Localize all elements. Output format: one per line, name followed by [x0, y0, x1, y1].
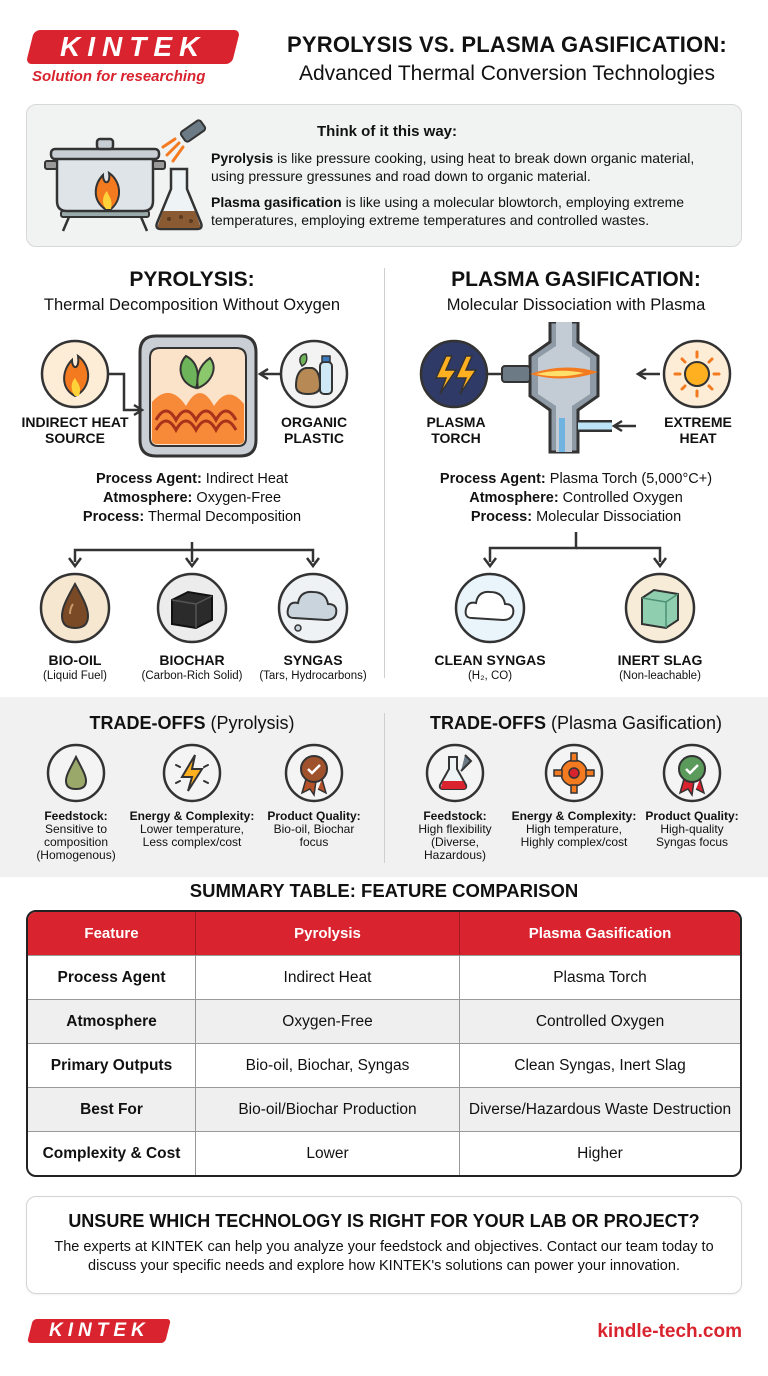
tradeoff-desc: High flexibility (Diverse, Hazardous) — [418, 822, 492, 862]
table-cell: Complexity & Cost — [28, 1131, 196, 1175]
tradeoff-desc: High temperature, Highly complex/cost — [520, 822, 628, 849]
organic-plastic-icon — [281, 341, 347, 407]
table-cell: Bio-oil/Biochar Production — [196, 1087, 460, 1131]
tradeoff-name: Energy & Complexity: — [129, 809, 255, 823]
tradeoff-desc: Lower temperature, Less complex/cost — [139, 822, 245, 849]
output-name: BIOCHAR — [159, 652, 225, 668]
flask-icon — [425, 743, 485, 803]
table-cell: Higher — [460, 1131, 740, 1175]
analogy-pyrolysis-term: Pyrolysis — [211, 150, 274, 166]
page-title — [262, 32, 752, 86]
table-cell: Bio-oil, Biochar, Syngas — [196, 1043, 460, 1087]
inert-slag-icon — [626, 574, 694, 642]
gear-icon — [544, 743, 604, 803]
output-item — [430, 652, 550, 682]
website-link[interactable]: kindle-tech.com — [597, 1321, 742, 1342]
table-header: Pyrolysis — [196, 912, 460, 955]
table-cell: Indirect Heat — [196, 955, 460, 999]
output-name: INERT SLAG — [617, 652, 703, 668]
tradeoffs-label: TRADE-OFFS — [89, 713, 206, 733]
clean-syngas-cloud-icon — [456, 574, 524, 642]
pyrolysis-input-left: INDIRECT HEAT SOURCE — [21, 414, 129, 446]
cta-body: The experts at KINTEK can help you analyze your feedstock and objectives. Contact our team today to discuss your specific needs and explore how KINTEK's solutions can power your innovation. — [54, 1239, 714, 1274]
output-item — [132, 652, 252, 682]
table-row — [28, 999, 740, 1043]
analogy-plasma-term: Plasma gasification — [211, 194, 342, 210]
kintek-logo — [30, 30, 236, 85]
prop-value: Thermal Decomposition — [144, 509, 302, 525]
tradeoff-item — [250, 809, 378, 849]
tradeoff-desc: Sensitive to composition (Homogenous) — [36, 822, 116, 862]
output-item — [15, 652, 135, 682]
table-cell: Process Agent — [28, 955, 196, 999]
plasma-subtitle: Molecular Dissociation with Plasma — [446, 296, 706, 314]
table-cell: Diverse/Hazardous Waste Destruction — [460, 1087, 740, 1131]
tradeoff-desc: High-quality Syngas focus — [655, 822, 729, 849]
analogy-plasma-text: is like using a molecular blowtorch, employing extreme temperatures, employing extreme temperatures and controlled wastes. — [211, 194, 685, 228]
table-cell: Primary Outputs — [28, 1043, 196, 1087]
band-divider — [384, 713, 385, 863]
tradeoff-item — [510, 809, 638, 849]
tradeoff-item — [628, 809, 756, 849]
plasma-column — [384, 262, 768, 692]
output-item — [253, 652, 373, 682]
output-desc: (Carbon-Rich Solid) — [141, 670, 243, 682]
logo-tagline: Solution for researching — [32, 68, 206, 85]
table-row — [28, 955, 740, 999]
table-cell: Best For — [28, 1087, 196, 1131]
output-desc: (Non-leachable) — [619, 670, 701, 682]
prop-value: Plasma Torch (5,000°C+) — [545, 471, 713, 487]
title-line2: Advanced Thermal Conversion Technologies — [299, 62, 715, 85]
energy-bolt-icon — [162, 743, 222, 803]
prop-label: Process: — [470, 509, 533, 525]
sun-icon — [664, 341, 730, 407]
prop-value: Controlled Oxygen — [558, 490, 683, 506]
pyrolysis-input-right: ORGANIC PLASTIC — [280, 414, 348, 446]
pyrolysis-column — [0, 262, 384, 692]
prop-value: Indirect Heat — [201, 471, 289, 487]
output-desc: (Tars, Hydrocarbons) — [259, 670, 367, 682]
footer-logo-text: KINTEK — [48, 1320, 150, 1341]
table-header: Feature — [28, 912, 196, 955]
plasma-properties — [384, 470, 768, 527]
pressure-cooker-flask-icon — [41, 119, 211, 237]
bio-oil-icon — [41, 574, 109, 642]
prop-label: Atmosphere: — [469, 490, 559, 506]
output-desc: (H₂, CO) — [467, 670, 513, 682]
pyrolysis-subtitle: Thermal Decomposition Without Oxygen — [43, 296, 341, 314]
lightning-icon — [421, 341, 487, 407]
tradeoff-name: Feedstock: — [44, 809, 108, 823]
tradeoff-name: Product Quality: — [267, 809, 361, 823]
table-row — [28, 1043, 740, 1087]
plasma-input-left: PLASMA TORCH — [426, 414, 486, 446]
table-row — [28, 1131, 740, 1175]
prop-label: Atmosphere: — [102, 490, 193, 506]
analogy-box — [26, 104, 742, 247]
prop-value: Oxygen-Free — [192, 490, 282, 506]
logo-text: KINTEK — [59, 31, 207, 62]
tradeoff-item — [391, 809, 519, 862]
pyrolysis-title: PYROLYSIS: — [129, 268, 255, 291]
footer-logo[interactable] — [27, 1319, 171, 1343]
cta-box — [26, 1196, 742, 1294]
table-cell: Atmosphere — [28, 999, 196, 1043]
tradeoffs-title-left — [0, 713, 384, 734]
analogy-pyrolysis-text: is like pressure cooking, using heat to break down organic material, using pressure gressunes and road down to organic material. — [211, 150, 695, 184]
cta-heading: UNSURE WHICH TECHNOLOGY IS RIGHT FOR YOUR LAB OR PROJECT? — [68, 1211, 700, 1231]
table-header: Plasma Gasification — [460, 912, 740, 955]
tradeoff-item — [128, 809, 256, 849]
tradeoffs-suffix: (Plasma Gasification) — [545, 713, 723, 733]
tradeoffs-band — [0, 697, 768, 877]
tradeoff-name: Feedstock: — [423, 809, 487, 823]
output-item — [600, 652, 720, 682]
prop-label: Process: — [82, 509, 145, 525]
analogy-plasma — [211, 193, 731, 229]
tradeoff-name: Energy & Complexity: — [511, 809, 637, 823]
pyrolysis-properties — [0, 470, 384, 527]
award-badge-icon — [284, 743, 344, 803]
droplet-icon — [46, 743, 106, 803]
output-name: BIO-OIL — [48, 652, 102, 668]
output-name: CLEAN SYNGAS — [434, 652, 546, 668]
prop-value: Molecular Dissociation — [532, 509, 682, 525]
table-cell: Oxygen-Free — [196, 999, 460, 1043]
title-line1: PYROLYSIS VS. PLASMA GASIFICATION: — [287, 32, 727, 57]
summary-title: SUMMARY TABLE: FEATURE COMPARISON — [189, 880, 579, 901]
biochar-icon — [158, 574, 226, 642]
table-cell: Controlled Oxygen — [460, 999, 740, 1043]
tradeoffs-suffix: (Pyrolysis) — [205, 713, 295, 733]
output-name: SYNGAS — [283, 652, 343, 668]
prop-label: Process Agent: — [439, 471, 546, 487]
tradeoff-desc: Bio-oil, Biochar focus — [273, 822, 355, 849]
quality-badge-icon — [662, 743, 722, 803]
tradeoffs-title-right — [384, 713, 768, 734]
table-row — [28, 1087, 740, 1131]
table-cell: Clean Syngas, Inert Slag — [460, 1043, 740, 1087]
analogy-pyrolysis — [211, 149, 731, 185]
plasma-reactor-icon — [502, 322, 636, 452]
plasma-input-right: EXTREME HEAT — [664, 414, 732, 446]
tradeoffs-label: TRADE-OFFS — [429, 713, 546, 733]
prop-label: Process Agent: — [95, 471, 202, 487]
syngas-cloud-icon — [279, 574, 347, 642]
summary-table — [26, 910, 742, 1177]
reactor-vessel-icon — [140, 336, 256, 456]
plasma-title: PLASMA GASIFICATION: — [451, 268, 701, 291]
tradeoff-name: Product Quality: — [645, 809, 739, 823]
table-cell: Lower — [196, 1131, 460, 1175]
tradeoff-item — [12, 809, 140, 862]
table-header-row — [28, 912, 740, 955]
analogy-heading: Think of it this way: — [317, 123, 458, 140]
table-cell: Plasma Torch — [460, 955, 740, 999]
output-desc: (Liquid Fuel) — [43, 670, 107, 682]
fire-icon — [42, 341, 108, 407]
